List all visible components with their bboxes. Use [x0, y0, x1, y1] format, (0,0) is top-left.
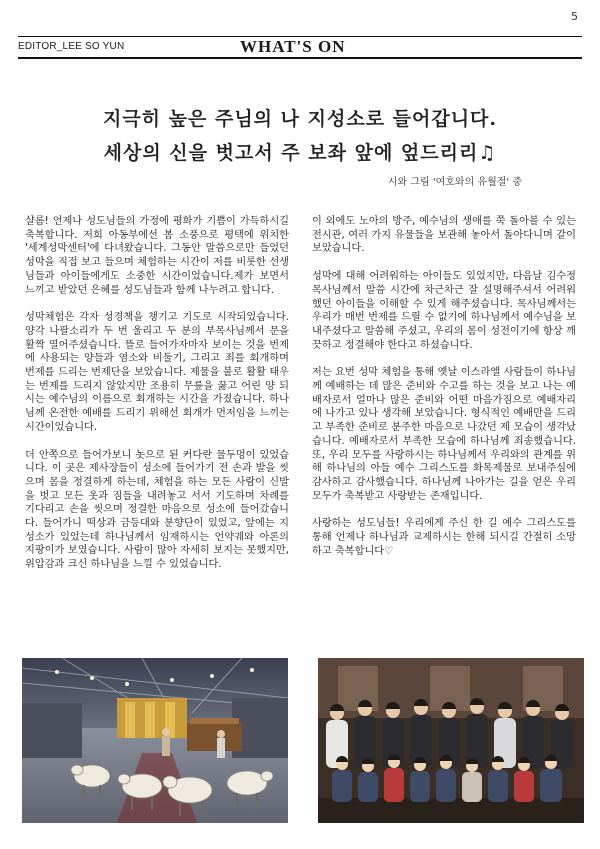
article-paragraph: 더 안쪽으로 들어가보니 놋으로 된 커다란 물두멍이 있었습니다. 이 곳은 제사장들이 성소에 들어가기 전 손과 발을 씻으며 몸을 정결하게 하는데, 체험을 하는 모든 사람이 신발을 벗고 모든 옷과 짐들을 내려놓고 서서 기도하며 차례를 기다리고 손을 씻으며 정결한 마음으로 성소에 들어갔습니다. 들어가니 떡상과 금등대와 분향단이 있었고, 앞에는 지성소가 있었는데 하나님께서 임재하시는 언약궤와 아론의 지팡이가 보였습니다. 사람이 많아 자세히 보지는 못했지만, 위압감과 크신 하나님을 느낄 수 있었습니다. — [25, 449, 289, 571]
article-column-right — [312, 215, 576, 572]
article-paragraph: 이 외에도 노아의 방주, 예수님의 생애를 쭉 돌아볼 수 있는 전시관, 여러 가지 유물들을 보관해 놓아서 돌아다니며 같이 보았습니다. — [312, 216, 576, 255]
editor-credit: EDITOR_LEE SO YUN — [18, 41, 125, 52]
group-photo — [318, 658, 584, 823]
article-paragraph: 저는 요번 성막 체험을 통해 옛날 이스라엘 사람들이 하나님께 예배하는 데 많은 준비와 수고를 하는 것을 보고 나는 예배자로서 얼마나 많은 준비와 어떤 마음가짐으로 예배자리에 나가고 있나 생각해 보았습니다. 형식적인 예배만을 드리고 부족한 준비로 분주한 마음으로 나갔던 제 모습이 생각났습니다. 예배자로서 부족한 모습에 하나님께 죄송했습니다. 또, 우리 모두를 사랑하시는 하나님께서 우리와의 관계를 위해 하나님의 아들 예수 그리스도를 화목제물로 보내주심에 감사하고 감사했습니다. 하나님께 나아가는 길을 얻은 우리 모두가 축복받고 사랑받는 존재입니다. — [312, 367, 576, 502]
quote-credit: 시와 그림 '여호와의 유월절' 중 — [387, 177, 522, 188]
header — [18, 36, 582, 58]
quote-block — [0, 102, 600, 170]
section-title: WHAT'S ON — [240, 37, 346, 56]
article-paragraph: 성막에 대해 어려워하는 아이들도 있었지만, 다음날 김수정 목사님께서 말씀 시간에 차근차근 잘 설명해주셔서 어려워 했던 아이들을 이해할 수 있게 해주셨습니다. 목사님께서는 우리가 매번 번제를 드릴 수 없기에 하나님께서 예수님을 보내주셨다고 말씀해 주셨고, 우리의 몸이 성전이기에 항상 깨끗하고 정결해야 한다고 하셨습니다. — [312, 271, 576, 351]
article-column-left — [25, 215, 289, 586]
article-paragraph: 성막체험은 각자 성경책을 챙기고 기도로 시작되었습니다. 양각 나팔소리가 두 번 울리고 두 분의 부목사님께서 문을 활짝 열어주셨습니다. 뜰로 들어가자마자 보이는 것을 번제에 사용되는 양들과 염소와 비둘기, 그리고 죄를 회개하며 번제를 드리는 번제단을 보았습니다. 제물을 불로 활활 태우는 번제를 드리지 않았지만 조용히 무릎을 꿇고 어린 양 되시는 예수님의 이름으로 회개하는 시간을 가졌습니다. 하나님께 온전한 예배를 드리기 위해선 회개가 먼저임을 느끼는 시간이었습니다. — [25, 312, 289, 433]
page-number: 5 — [571, 10, 578, 23]
header-bottom-rule — [18, 57, 582, 59]
quote-line-2: 세상의 신을 벗고서 주 보좌 앞에 엎드리리♫ — [103, 142, 497, 164]
photo-row — [22, 658, 578, 823]
quote-line-1: 지극히 높은 주님의 나 지성소로 들어갑니다. — [102, 108, 498, 130]
tabernacle-exhibit-photo — [22, 658, 288, 823]
article-paragraph: 샬롬! 언제나 성도님들의 가정에 평화가 기쁨이 가득하시길 축복합니다. 저희 아동부에선 봄 소풍으로 평택에 위치한 '세계성막센터'에 다녀왔습니다. 그동안 말씀으로만 들었던 성막을 직접 보고 들으며 체험하는 시간이 저를 비롯한 선생님들과 아이들에게도 소중한 시간이었습니다.제가 보면서 느끼고 받았던 은혜를 성도님들과 함께 나누려고 합니다. — [25, 216, 289, 296]
article-paragraph: 사랑하는 성도님들! 우리에게 주신 한 길 예수 그리스도를 통해 언제나 하나님과 교제하시는 한해 되시길 간절히 소망하고 축복합니다♡ — [312, 518, 576, 557]
